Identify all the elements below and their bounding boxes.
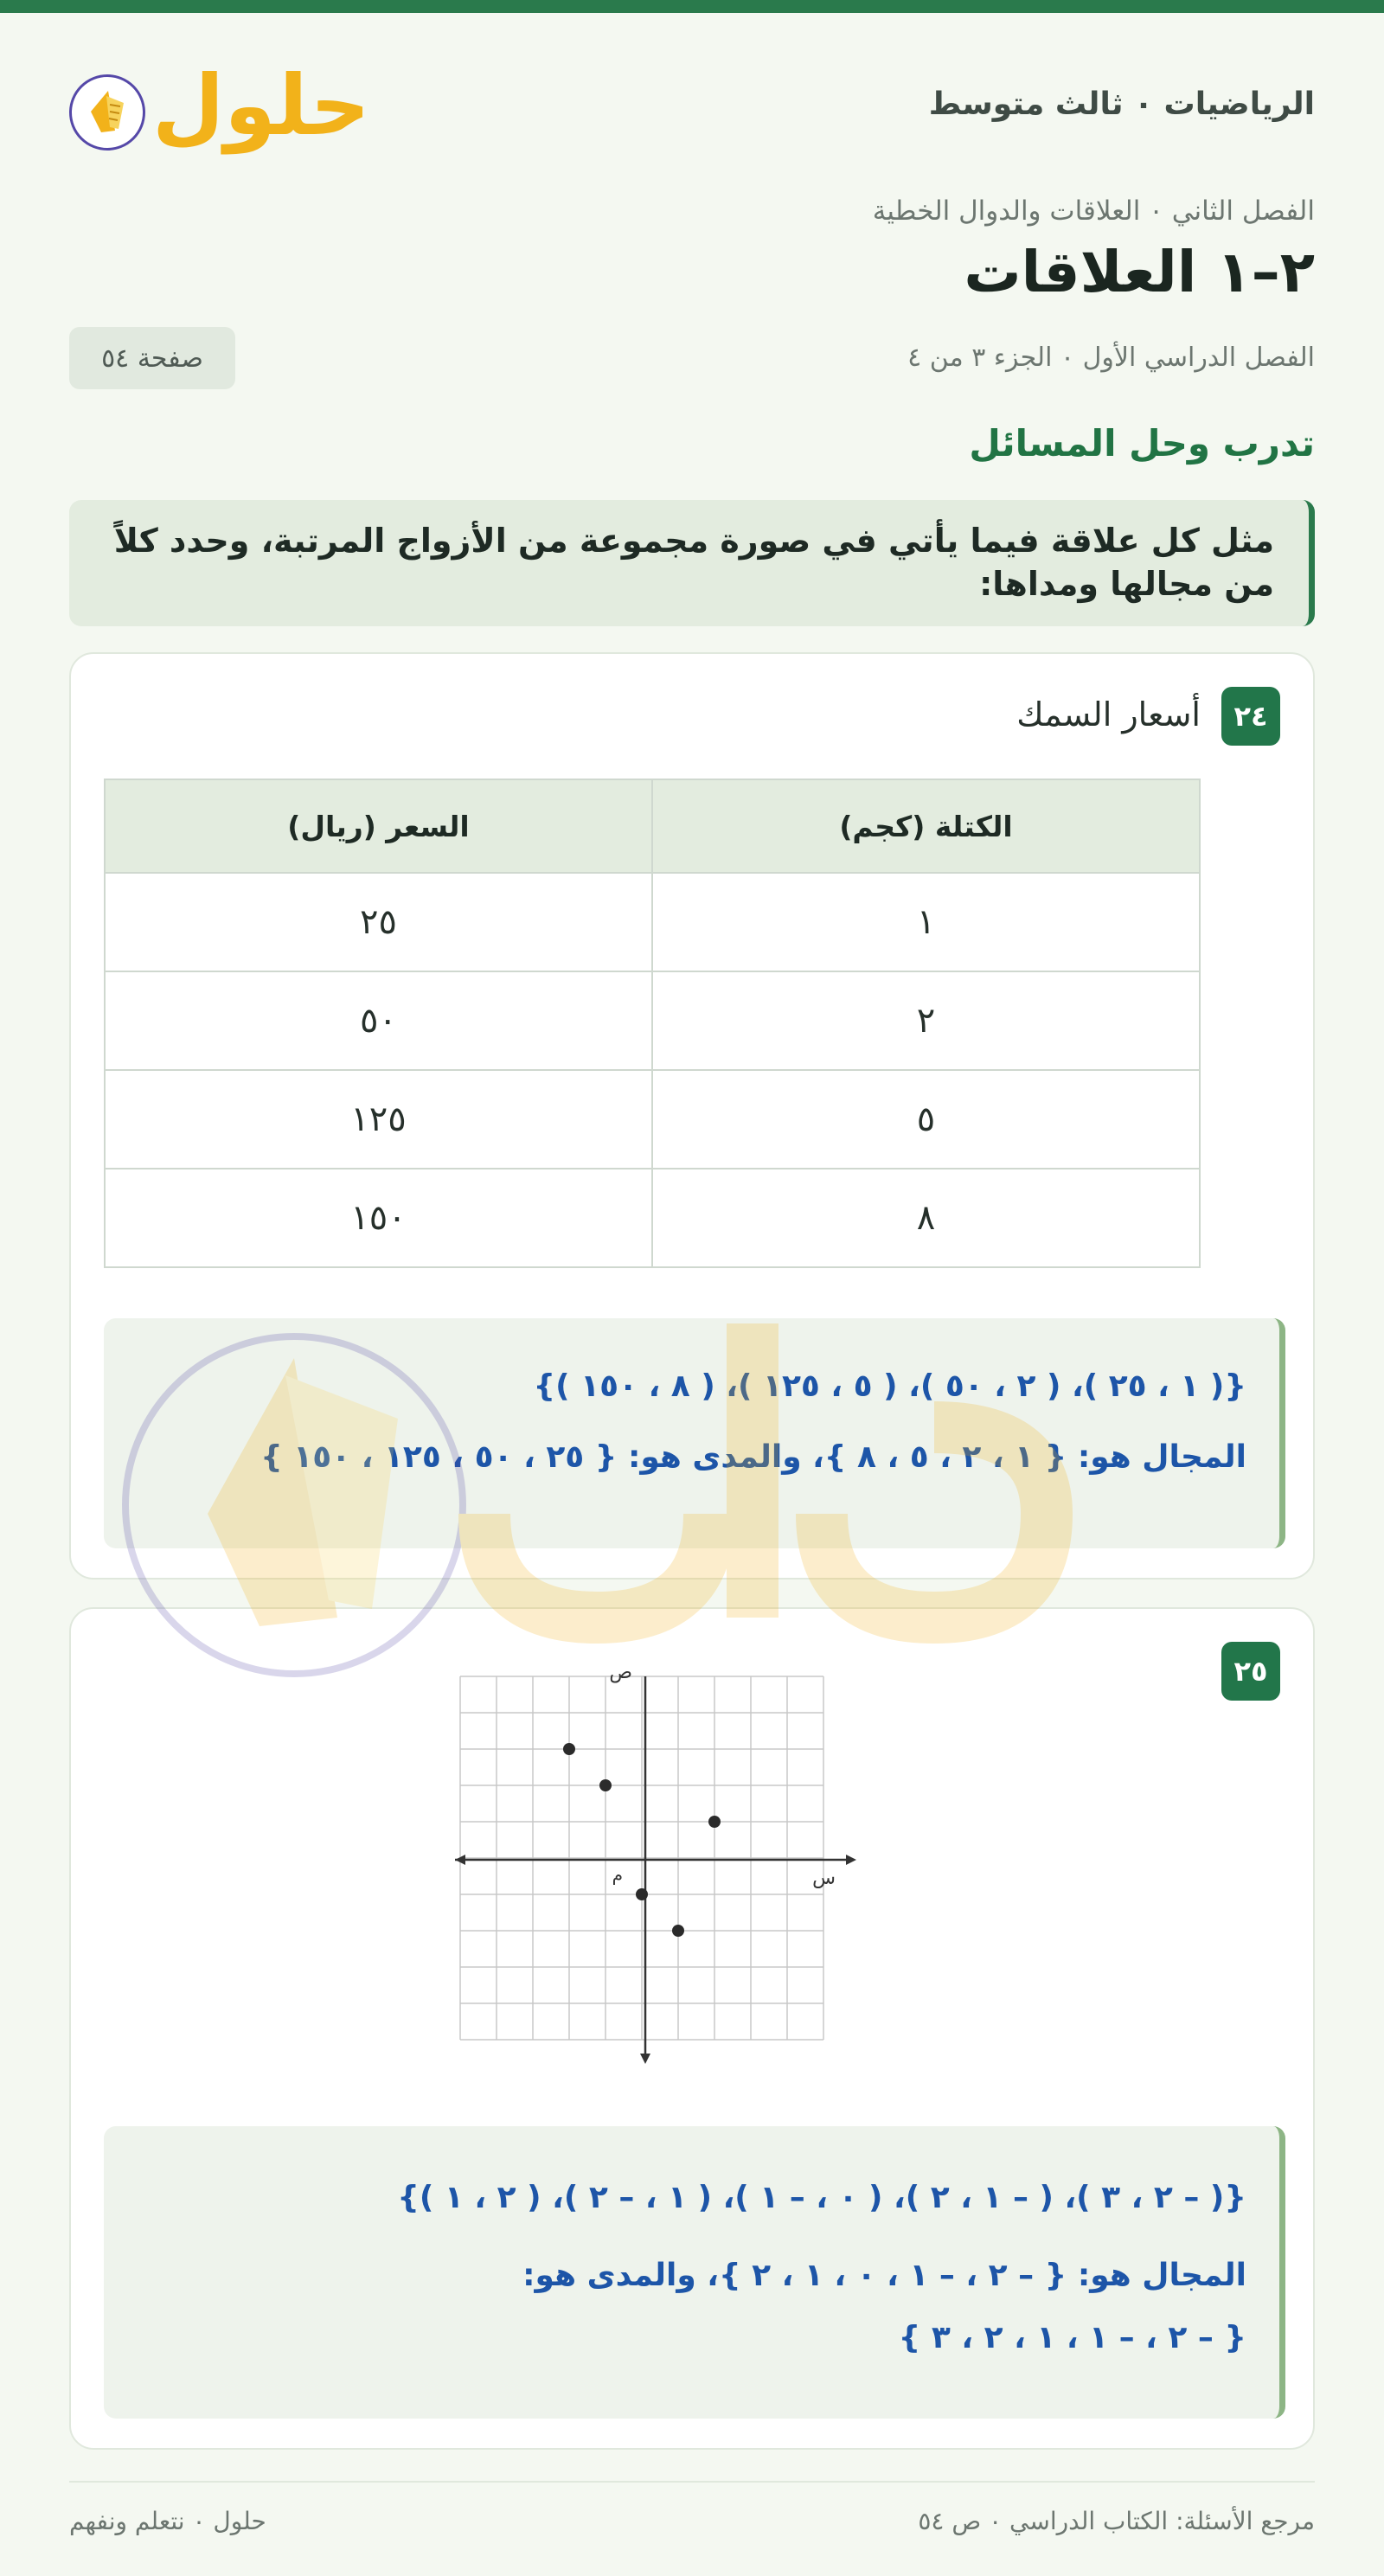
footer-brand: حلول ٠ نتعلم ونفهم (69, 2507, 266, 2535)
answer-domain-range: المجال هو: { ١ ، ٢ ، ٥ ، ٨ }، والمدى هو: { ٢٥ ، ٥٠ ، ١٢٥ ، ١٥٠ } (260, 1439, 1246, 1475)
semester-label: الفصل الدراسي الأول ٠ الجزء ٣ من ٤ (907, 343, 1315, 373)
table-cell-mass: ١ (652, 873, 1200, 971)
answer-range-values: { – ٢ ، – ١ ، ١ ، ٢ ، ٣ } (898, 2320, 1246, 2355)
answer-box (104, 1318, 1285, 1548)
plotted-point (708, 1816, 721, 1828)
y-axis-label: ص (609, 1666, 632, 1683)
question-title: أسعار السمك (1016, 695, 1201, 734)
plotted-point (636, 1888, 648, 1900)
y-axis-arrow-down-icon (640, 2054, 650, 2064)
table-header-price: السعر (ريال) (105, 779, 652, 873)
question-card-24 (69, 652, 1315, 1580)
lesson-title: ٢–١ العلاقات (964, 239, 1315, 305)
table-cell-price: ١٥٠ (105, 1169, 652, 1267)
table-cell-price: ١٢٥ (105, 1070, 652, 1169)
footer-reference: مرجع الأسئلة: الكتاب الدراسي ٠ ص ٥٤ (918, 2507, 1315, 2535)
table-cell-mass: ٥ (652, 1070, 1200, 1169)
answer-box (104, 2126, 1285, 2419)
x-axis-label: س (812, 1868, 836, 1889)
table-header-row (105, 779, 1200, 873)
logo-wordmark: حلول (152, 57, 370, 154)
table-cell-mass: ٢ (652, 971, 1200, 1070)
table-row (105, 1169, 1200, 1267)
answer-ordered-pairs: {( ١ ، ٢٥ )، ( ٢ ، ٥٠ )، ( ٥ ، ١٢٥ )، ( ٨ ، ١٥٠ )} (533, 1368, 1246, 1404)
instruction-text: مثل كل علاقة فيما يأتي في صورة مجموعة من الأزواج المرتبة، وحدد كلاً من مجالها ومداها: (113, 522, 1274, 603)
site-logo[interactable] (67, 54, 370, 157)
section-heading: تدرب وحل المسائل (969, 422, 1315, 465)
question-number-badge: ٢٤ (1221, 687, 1280, 746)
page-badge: صفحة ٥٤ (69, 327, 235, 389)
grid-lines (460, 1676, 823, 2040)
subject-label: الرياضيات ٠ ثالث متوسط (928, 87, 1315, 122)
table-row (105, 1070, 1200, 1169)
plotted-point (563, 1743, 575, 1755)
coordinate-plane-svg (455, 1666, 870, 2067)
table-header-mass: الكتلة (كجم) (652, 779, 1200, 873)
table-row (105, 873, 1200, 971)
x-axis-arrow-right-icon (846, 1855, 856, 1865)
question-number-badge: ٢٥ (1221, 1642, 1280, 1701)
answer-ordered-pairs: {( – ٢ ، ٣ )، ( – ١ ، ٢ )، ( ٠ ، – ١ )، ( ١ ، – ٢ )، ( ٢ ، ١ )} (397, 2180, 1246, 2215)
chapter-label: الفصل الثاني ٠ العلاقات والدوال الخطية (872, 195, 1315, 227)
top-accent-bar (0, 0, 1384, 13)
answer-domain-range: المجال هو: { – ٢ ، – ١ ، ٠ ، ١ ، ٢ }، والمدى هو: (522, 2258, 1246, 2293)
table-row (105, 971, 1200, 1070)
plotted-point (599, 1779, 612, 1791)
fish-price-table (104, 779, 1201, 1268)
logo-book-icon (69, 74, 145, 151)
footer-divider (69, 2481, 1315, 2483)
table-cell-price: ٥٠ (105, 971, 652, 1070)
instruction-box (69, 500, 1315, 626)
table-cell-price: ٢٥ (105, 873, 652, 971)
coordinate-plane (455, 1666, 870, 2067)
plotted-point (672, 1925, 684, 1937)
origin-label: م (612, 1864, 623, 1885)
table-cell-mass: ٨ (652, 1169, 1200, 1267)
question-card-25 (69, 1607, 1315, 2450)
